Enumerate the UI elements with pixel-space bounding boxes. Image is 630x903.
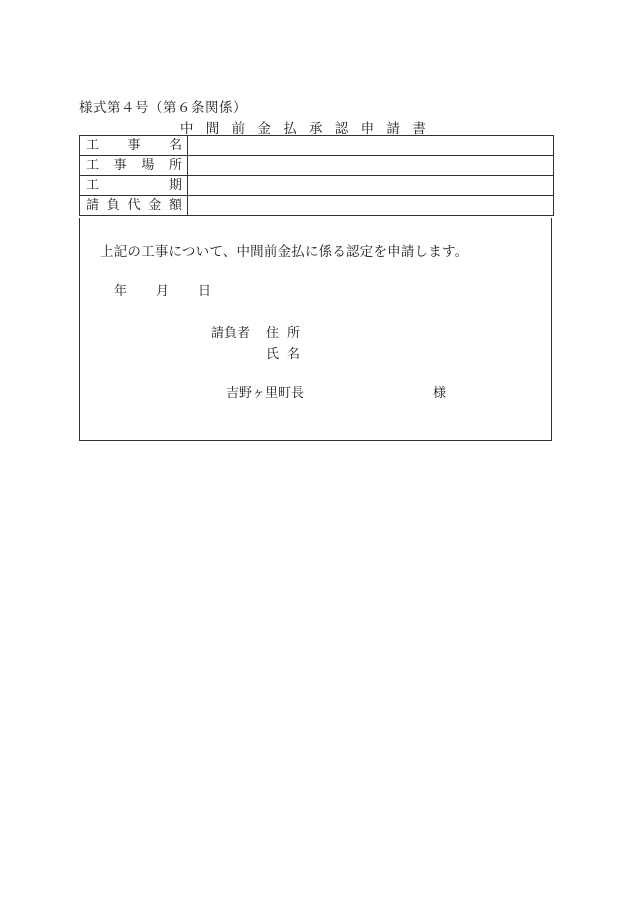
- label-char: 負: [106, 198, 120, 213]
- addressee-name: 吉野ヶ里町長: [226, 386, 305, 401]
- year-label: 年: [114, 284, 128, 299]
- addressee-honorific: 様: [433, 386, 447, 401]
- form-number: 様式第４号（第６条関係）: [79, 100, 247, 116]
- applicant-role: 請負者: [211, 326, 251, 341]
- table-row-project-name: [80, 136, 554, 156]
- contract-amount-label: [80, 196, 188, 216]
- table-row-contract-amount: [80, 196, 554, 216]
- project-site-label: [80, 156, 188, 176]
- month-label: 月: [156, 284, 170, 299]
- label-char: 期: [168, 178, 182, 193]
- address-label: 住所: [266, 326, 309, 341]
- label-char: 工: [86, 178, 100, 193]
- construction-period-value[interactable]: [188, 176, 554, 196]
- day-label: 日: [198, 284, 212, 299]
- label-char: 金: [148, 198, 162, 213]
- contract-amount-value[interactable]: [188, 196, 554, 216]
- label-char: 所: [168, 158, 182, 173]
- project-name-value[interactable]: [188, 136, 554, 156]
- application-body: [79, 218, 552, 441]
- project-name-label: [80, 136, 188, 156]
- label-char: 工: [86, 138, 100, 153]
- table-row-construction-period: [80, 176, 554, 196]
- label-char: 名: [168, 138, 182, 153]
- label-char: 代: [127, 198, 141, 213]
- label-char: 工: [86, 158, 100, 173]
- name-label: 氏名: [266, 347, 309, 362]
- construction-period-label: [80, 176, 188, 196]
- label-char: 額: [168, 198, 182, 213]
- label-char: 事: [127, 138, 141, 153]
- label-char: 請: [86, 198, 100, 213]
- project-site-value[interactable]: [188, 156, 554, 176]
- table-row-project-site: [80, 156, 554, 176]
- form-title: 中間前金払承認申請書: [180, 121, 438, 137]
- info-table: [79, 135, 554, 216]
- application-statement: 上記の工事について、中間前金払に係る認定を申請します。: [100, 244, 469, 260]
- label-char: 場: [141, 158, 155, 173]
- label-char: 事: [113, 158, 127, 173]
